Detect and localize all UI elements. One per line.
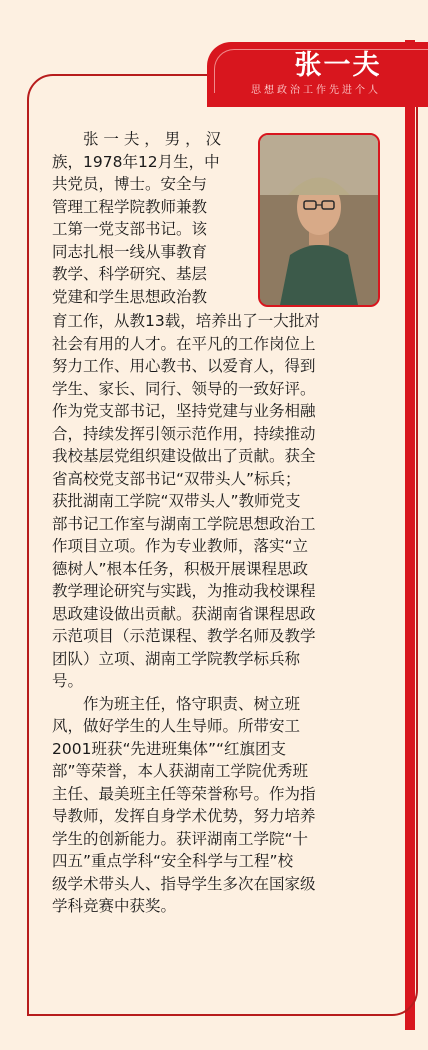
text-line: 努力工作、用心教书、以爱育人，得到 xyxy=(52,357,316,375)
text-line: 共党员，博士。安全与 xyxy=(52,175,208,193)
text-line: 部”等荣誉，本人获湖南工学院优秀班 xyxy=(52,762,309,780)
text-line: 党建和学生思想政治教 xyxy=(52,287,208,306)
text-line: 省高校党支部书记“双带头人”标兵； xyxy=(52,469,301,488)
text-line: 工第一党支部书记。该 xyxy=(52,220,208,238)
text-line: 张 一 夫 ， 男 ， 汉 xyxy=(52,130,222,148)
honor-title: 思想政治工作先进个人 xyxy=(251,85,381,96)
text-line: 级学术带头人、指导学生多次在国家级 xyxy=(52,874,316,893)
text-line: 导教师，发挥自身学术优势，努力培养 xyxy=(52,807,316,825)
text-line: 合，持续发挥引领示范作用，持续推动 xyxy=(52,424,316,443)
text-line: 学科竞赛中获奖。 xyxy=(52,897,177,915)
text-line: 同志扎根一线从事教育 xyxy=(52,242,208,261)
text-line: 部书记工作室与湖南工学院思想政治工 xyxy=(52,514,316,533)
text-line: 2001班获“先进班集体”“红旗团支 xyxy=(52,739,287,758)
text-line: 教学理论研究与实践，为推动我校课程 xyxy=(52,582,316,600)
text-line: 思政建设做出贡献。获湖南省课程思政 xyxy=(52,604,316,623)
text-line: 管理工程学院教师兼教 xyxy=(52,197,208,216)
text-line: 四五”重点学科“安全科学与工程”校 xyxy=(52,852,294,870)
text-line: 育工作，从教13载，培养出了一大批对 xyxy=(52,312,320,330)
body-text xyxy=(52,310,380,918)
text-line: 获批湖南工学院“双带头人”教师党支 xyxy=(52,492,301,510)
person-name: 张一夫 xyxy=(294,50,382,81)
intro-text-narrow xyxy=(52,128,380,308)
text-line: 作项目立项。作为专业教师，落实“立 xyxy=(52,537,309,555)
text-line: 团队）立项、湖南工学院教学标兵称 xyxy=(52,649,301,668)
text-line: 学生的创新能力。获评湖南工学院“十 xyxy=(52,829,309,848)
text-line: 示范项目（示范课程、教学名师及教学 xyxy=(52,627,316,645)
text-line: 作为党支部书记，坚持党建与业务相融 xyxy=(52,402,316,420)
text-line: 学生、家长、同行、领导的一致好评。 xyxy=(52,379,316,398)
text-line: 社会有用的人才。在平凡的工作岗位上 xyxy=(52,334,316,353)
text-line: 主任、最美班主任等荣誉称号。作为指 xyxy=(52,784,316,803)
text-line: 作为班主任，恪守职责、树立班 xyxy=(52,694,301,713)
text-line: 德树人”根本任务，积极开展课程思政 xyxy=(52,559,309,578)
text-line: 教学、科学研究、基层 xyxy=(52,265,208,283)
text-line: 风，做好学生的人生导师。所带安工 xyxy=(52,717,301,735)
text-line: 族，1978年12月生，中 xyxy=(52,152,220,171)
text-line: 我校基层党组织建设做出了贡献。获全 xyxy=(52,447,316,465)
text-line: 号。 xyxy=(52,672,84,690)
